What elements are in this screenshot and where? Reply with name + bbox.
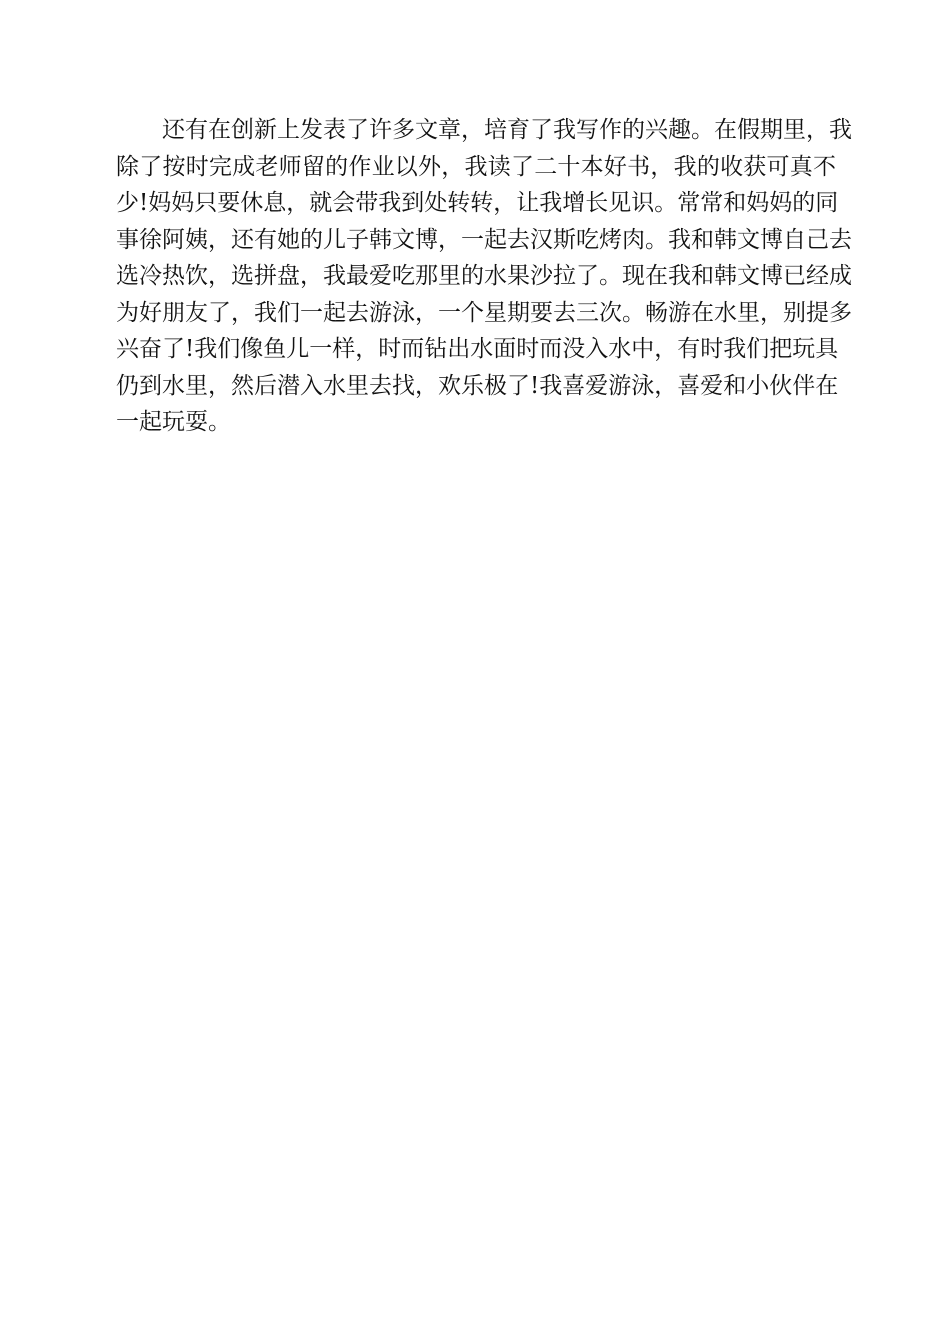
paragraph-line: 少!妈妈只要休息，就会带我到处转转，让我增长见识。常常和妈妈的同 <box>116 190 839 216</box>
paragraph-line: 一起玩耍。 <box>116 409 231 435</box>
paragraph-line: 仍到水里，然后潜入水里去找，欢乐极了!我喜爱游泳，喜爱和小伙伴在 <box>116 372 839 399</box>
paragraph-line: 兴奋了!我们像鱼儿一样，时而钻出水面时而没入水中，有时我们把玩具 <box>116 336 839 362</box>
paragraph-line: 事徐阿姨，还有她的儿子韩文博，一起去汉斯吃烤肉。我和韩文博自己去 <box>116 226 852 253</box>
paragraph-line: 还有在创新上发表了许多文章，培育了我写作的兴趣。在假期里，我 <box>162 117 852 143</box>
paragraph-line: 选冷热饮，选拼盘，我最爱吃那里的水果沙拉了。现在我和韩文博已经成 <box>116 263 852 289</box>
body-paragraph <box>116 112 852 441</box>
paragraph-line: 为好朋友了，我们一起去游泳，一个星期要去三次。畅游在水里，别提多 <box>116 299 852 326</box>
paragraph-line: 除了按时完成老师留的作业以外，我读了二十本好书，我的收获可真不 <box>116 153 836 180</box>
